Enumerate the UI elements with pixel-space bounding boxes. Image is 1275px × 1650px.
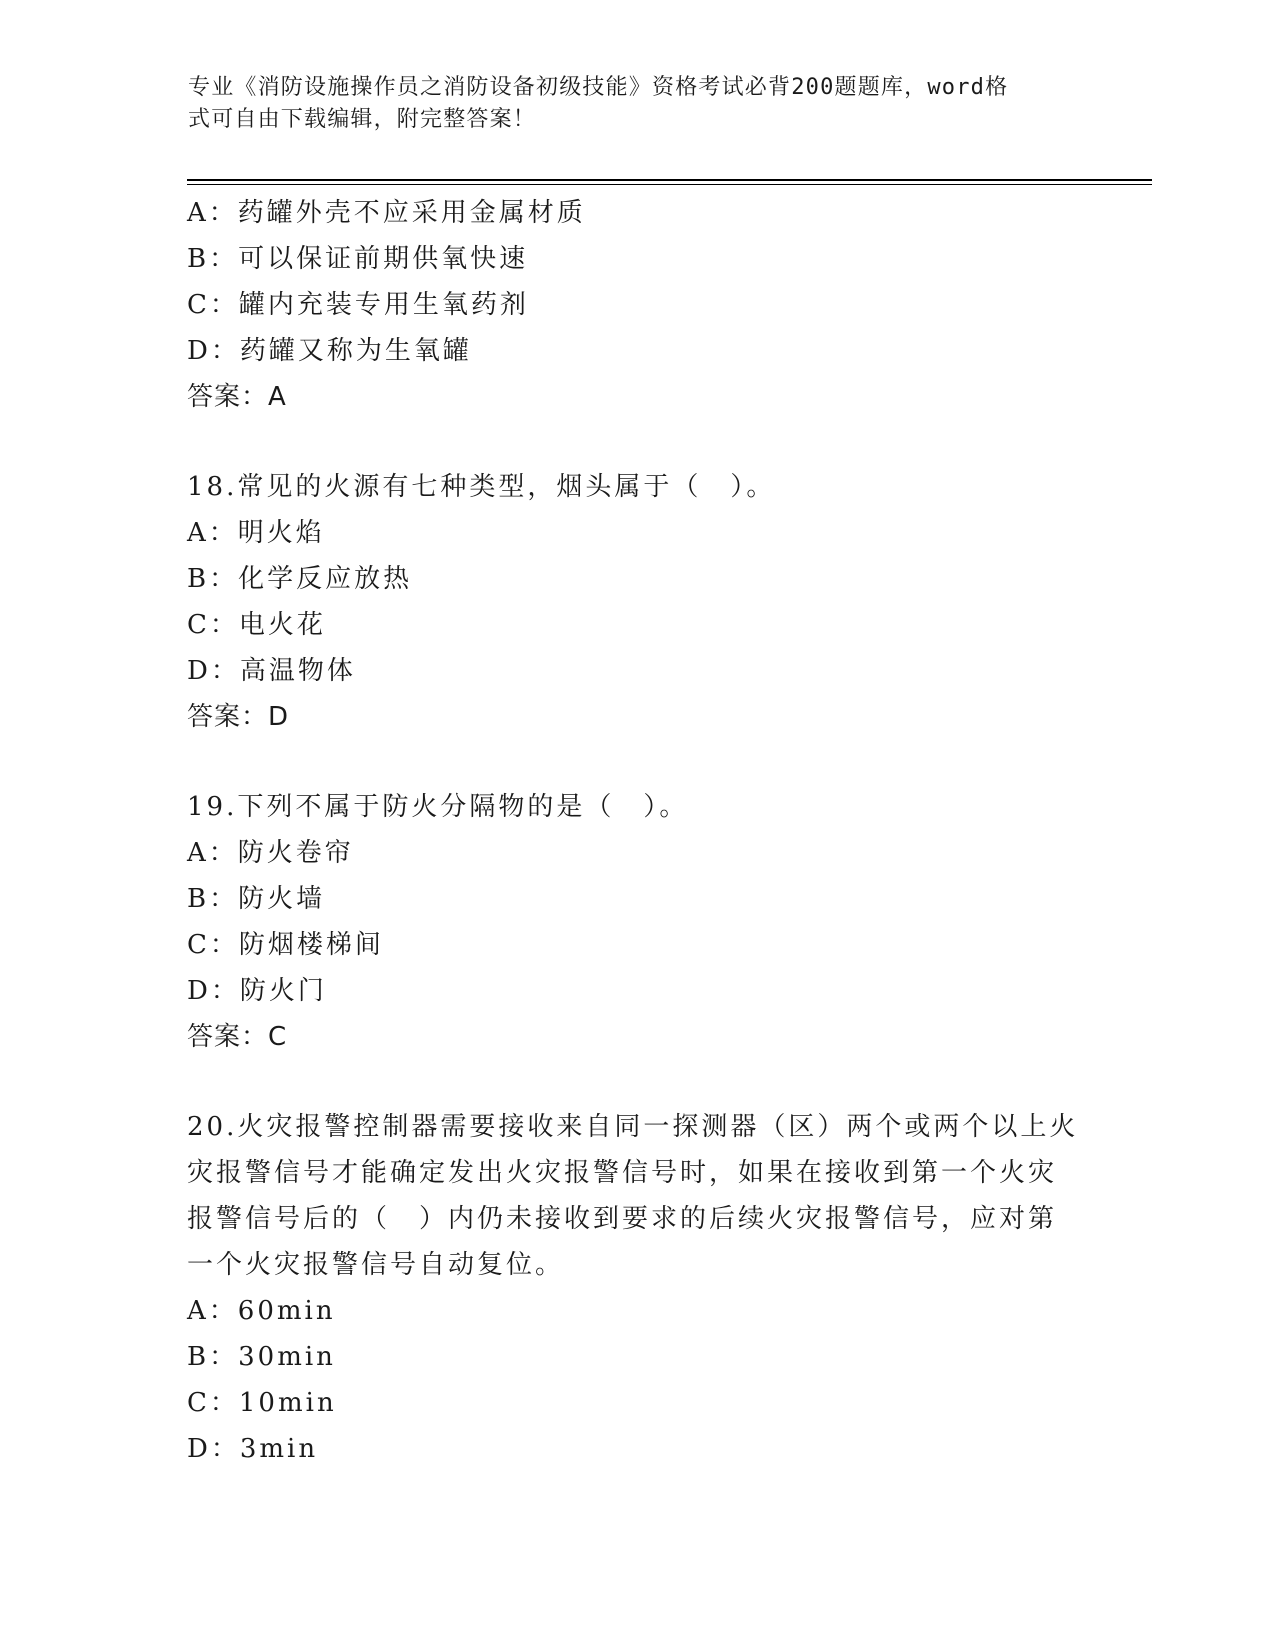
- header-line-2: 式可自由下载编辑，附完整答案！: [188, 107, 537, 132]
- header-divider-thin: [187, 184, 1152, 185]
- spacer: [187, 420, 1087, 464]
- question-text-line-4: 一个火灾报警信号自动复位。: [187, 1250, 565, 1280]
- option-b: B：防火墙: [187, 884, 326, 914]
- option-d: D：3min: [187, 1434, 319, 1464]
- option-b: B：30min: [187, 1342, 336, 1372]
- header-divider-thick: [187, 179, 1152, 181]
- answer-line: 答案：C: [187, 1022, 288, 1052]
- option-a: A：防火卷帘: [187, 838, 354, 868]
- option-b: B：可以保证前期供氧快速: [187, 244, 529, 274]
- question-list: [187, 190, 1087, 1472]
- question-18: [187, 464, 1087, 740]
- option-b: B：化学反应放热: [187, 564, 413, 594]
- document-header: [188, 72, 1068, 136]
- option-c: C：罐内充装专用生氧药剂: [187, 290, 529, 320]
- option-c: C：10min: [187, 1388, 337, 1418]
- option-d: D：高温物体: [187, 656, 356, 686]
- answer-line: 答案：D: [187, 702, 290, 732]
- question-text-line-1: 20.火灾报警控制器需要接收来自同一探测器（区）两个或两个以上火: [187, 1112, 1079, 1142]
- question-text-line-2: 灾报警信号才能确定发出火灾报警信号时，如果在接收到第一个火灾: [187, 1158, 1058, 1188]
- question-text: 18.常见的火源有七种类型，烟头属于（ ）。: [187, 472, 776, 502]
- question-17: [187, 190, 1087, 420]
- question-text: 19.下列不属于防火分隔物的是（ ）。: [187, 792, 689, 822]
- option-a: A：60min: [187, 1296, 336, 1326]
- answer-line: 答案：A: [187, 382, 287, 412]
- header-line-1: 专业《消防设施操作员之消防设备初级技能》资格考试必背200题题库，word格: [188, 75, 1009, 100]
- question-19: [187, 784, 1087, 1060]
- question-text-line-3: 报警信号后的（ ）内仍未接收到要求的后续火灾报警信号，应对第: [187, 1204, 1058, 1234]
- spacer: [187, 740, 1087, 784]
- question-20: [187, 1104, 1087, 1472]
- option-c: C：电火花: [187, 610, 326, 640]
- option-d: D：药罐又称为生氧罐: [187, 336, 472, 366]
- option-d: D：防火门: [187, 976, 327, 1006]
- option-c: C：防烟楼梯间: [187, 930, 384, 960]
- spacer: [187, 1060, 1087, 1104]
- option-a: A：药罐外壳不应采用金属材质: [187, 198, 586, 228]
- option-a: A：明火焰: [187, 518, 325, 548]
